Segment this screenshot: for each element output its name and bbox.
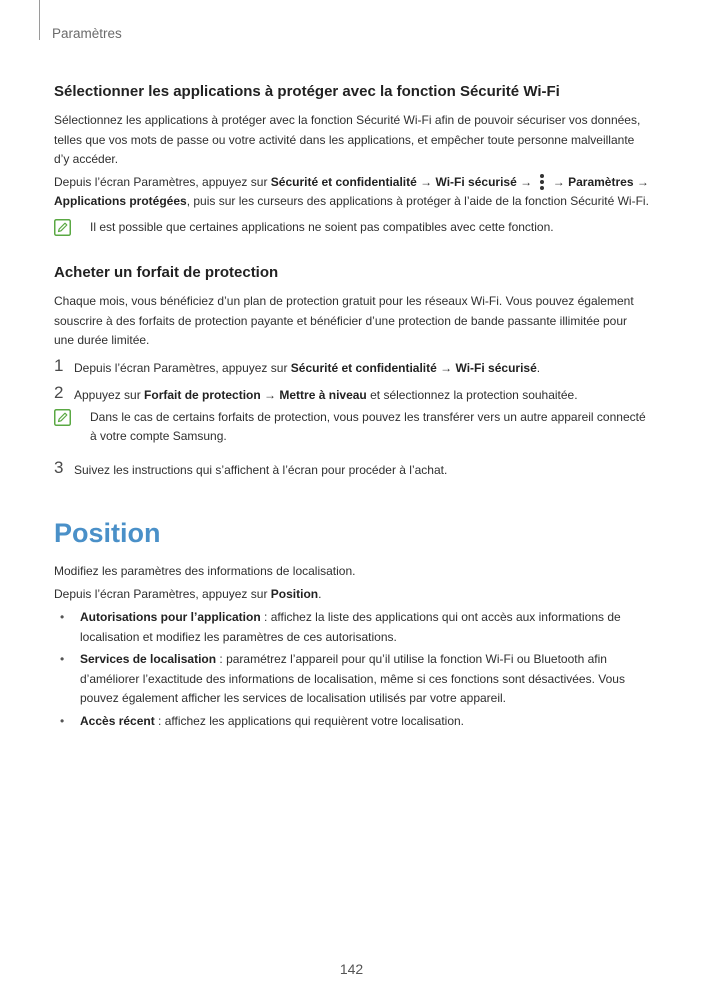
more-options-icon [538, 173, 546, 191]
section-title-protection: Acheter un forfait de protection [54, 264, 279, 281]
step-3: 3 Suivez les instructions qui s’affichent à l’écran pour procéder à l’achat. [54, 457, 448, 477]
section-title-position: Position [54, 518, 161, 548]
paragraph-wifi-intro: Sélectionnez les applications à protéger avec la fonction Sécurité Wi-Fi afin de pouvoir sécuriser vos données, telles que vos mots de passe ou votre activité dans les applications, et empêcher toute personne malveillante d’y accéder. [54, 113, 641, 166]
list-item: • Accès récent : affichez les applications qui requièrent votre localisation. [60, 713, 465, 728]
step-number: 2 [54, 383, 64, 402]
step-2: 2 Appuyez sur Forfait de protection → Mettre à niveau et sélectionnez la protection souhaitée. [54, 383, 578, 402]
list-item: • Autorisations pour l’application : affichez la liste des applications qui ont accès aux informations de localisation et modifiez les paramètres de ces autorisations. [60, 610, 621, 644]
note-text: Dans le cas de certains forfaits de protection, vous pouvez les transférer vers un autre appareil connecté à votre compte Samsung. [90, 409, 646, 443]
note-text: Il est possible que certaines applications ne soient pas compatibles avec cette fonction. [90, 219, 554, 234]
page-content [54, 82, 650, 734]
header-rule [39, 0, 40, 40]
section-title-wifi-apps: Sélectionner les applications à protéger avec la fonction Sécurité Wi-Fi [54, 83, 560, 100]
note-transfer [54, 408, 650, 447]
note-pencil-icon [54, 409, 71, 426]
step-number: 1 [54, 355, 64, 375]
step-1: 1 Depuis l’écran Paramètres, appuyez sur Sécurité et confidentialité → Wi-Fi sécurisé. [54, 355, 541, 375]
note-compatibility [54, 218, 650, 238]
section-protection-plan [54, 263, 650, 480]
paragraph-protection-intro: Chaque mois, vous bénéficiez d’un plan de protection gratuit pour les réseaux Wi-Fi. Vous pouvez également souscrire à des forfaits de protection payante et bénéficier d’une protection de bande passante illimitée pour une durée limitée. [54, 294, 634, 347]
step-number: 3 [54, 457, 64, 477]
note-pencil-icon [54, 219, 71, 236]
header-title: Paramètres [52, 26, 122, 41]
page-number: 142 [339, 961, 364, 977]
paragraph-position-intro: Modifiez les paramètres des informations de localisation. [54, 564, 356, 578]
paragraph-position-path: Depuis l’écran Paramètres, appuyez sur Position. [54, 586, 322, 601]
paragraph-wifi-steps: Depuis l’écran Paramètres, appuyez sur Sécurité et confidentialité → Wi-Fi sécurisé → → Paramètres → Applications protégées, puis sur les curseurs des applications à protéger à l’aide de la fonction Sécurité Wi-Fi. [54, 174, 649, 208]
position-options-list [54, 608, 650, 731]
list-item: • Services de localisation : paramétrez l’appareil pour qu’il utilise la fonction Wi-Fi ou Bluetooth afin d’améliorer l’exactitude des informations de localisation, même si ces fonctions sont désactivées. Vous pouvez également afficher les services de localisation utilisés par votre appareil. [60, 652, 625, 705]
